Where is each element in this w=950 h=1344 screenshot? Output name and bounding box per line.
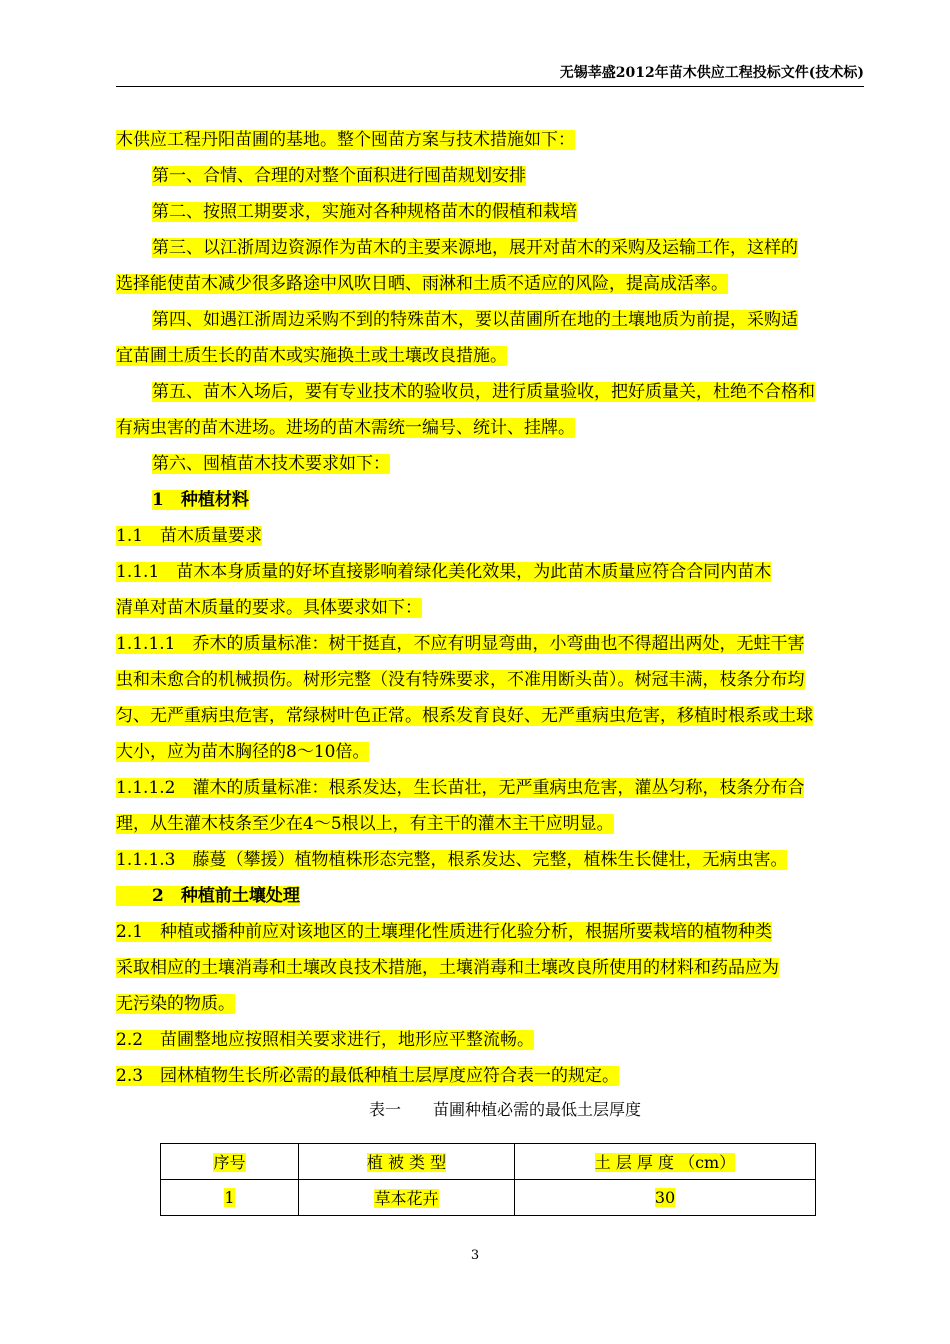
table-header-row — [161, 1144, 816, 1180]
paragraph-line: 第六、囤植苗木技术要求如下： — [152, 454, 390, 474]
paragraph-line: 1.1.1 苗木本身质量的好坏直接影响着绿化美化效果，为此苗木质量应符合合同内苗木 — [116, 562, 772, 582]
paragraph-line: 木供应工程丹阳苗圃的基地。整个囤苗方案与技术措施如下： — [116, 130, 575, 150]
paragraph-line: 1.1.1.3 藤蔓（攀援）植物植株形态完整，根系发达、完整，植株生长健壮，无病虫害。 — [116, 850, 788, 870]
section-heading: 2 种植前土壤处理 — [116, 878, 864, 914]
header-title: 无锡莘盛2012年苗木供应工程投标文件(技术标) — [559, 65, 864, 81]
paragraph-line: 1.1.1.1 乔木的质量标准：树干挺直，不应有明显弯曲，小弯曲也不得超出两处，无蛀干害 — [116, 634, 805, 654]
paragraph-line: 2.2 苗圃整地应按照相关要求进行，地形应平整流畅。 — [116, 1030, 535, 1050]
table-cell: 草本花卉 — [299, 1180, 515, 1216]
table-cell: 1 — [161, 1180, 299, 1216]
paragraph-line: 第三、以江浙周边资源作为苗木的主要来源地，展开对苗木的采购及运输工作，这样的 — [152, 238, 798, 258]
paragraph-line: 理，从生灌木枝条至少在4～5根以上，有主干的灌木主干应明显。 — [116, 814, 614, 834]
paragraph-line: 1.1.1.2 灌木的质量标准：根系发达，生长苗壮，无严重病虫危害，灌丛匀称，枝条分布合 — [116, 778, 805, 798]
table-header-cell: 植 被 类 型 — [299, 1144, 515, 1180]
paragraph-line: 大小，应为苗木胸径的8～10倍。 — [116, 742, 370, 762]
paragraph-line: 无污染的物质。 — [116, 994, 235, 1014]
paragraph-line: 匀、无严重病虫危害，常绿树叶色正常。根系发育良好、无严重病虫危害，移植时根系或土球 — [116, 706, 813, 726]
paragraph-line: 2.3 园林植物生长所必需的最低种植土层厚度应符合表一的规定。 — [116, 1066, 620, 1086]
page-number: 3 — [470, 1248, 480, 1263]
table-row — [161, 1180, 816, 1216]
paragraph-line: 采取相应的土壤消毒和土壤改良技术措施，土壤消毒和土壤改良所使用的材料和药品应为 — [116, 958, 779, 978]
table-header-cell: 序号 — [161, 1144, 299, 1180]
document-header — [116, 64, 864, 87]
page-content — [116, 122, 864, 1126]
paragraph-line: 选择能使苗木减少很多路途中风吹日晒、雨淋和土质不适应的风险，提高成活率。 — [116, 274, 728, 294]
paragraph-line: 虫和未愈合的机械损伤。树形完整（没有特殊要求，不准用断头苗）。树冠丰满，枝条分布均 — [116, 670, 805, 690]
subsection-heading: 1.1 苗木质量要求 — [116, 526, 263, 546]
paragraph-line: 第四、如遇江浙周边采购不到的特殊苗木，要以苗圃所在地的土壤地质为前提，采购适 — [152, 310, 798, 330]
section-heading: 1 种植材料 — [152, 490, 249, 510]
table-cell: 30 — [515, 1180, 816, 1216]
paragraph-line: 第一、合情、合理的对整个面积进行囤苗规划安排 — [152, 166, 526, 186]
paragraph-line: 清单对苗木质量的要求。具体要求如下： — [116, 598, 422, 618]
paragraph-line: 第五、苗木入场后，要有专业技术的验收员，进行质量验收，把好质量关，杜绝不合格和 — [152, 382, 815, 402]
paragraph-line: 2.1 种植或播种前应对该地区的土壤理化性质进行化验分析，根据所要栽培的植物种类 — [116, 922, 773, 942]
paragraph-line: 第二、按照工期要求，实施对各种规格苗木的假植和栽培 — [152, 202, 577, 222]
table-caption: 表一 苗圃种植必需的最低土层厚度 — [368, 1100, 641, 1119]
table-header-cell: 土 层 厚 度 （cm） — [515, 1144, 816, 1180]
paragraph-line: 宜苗圃土质生长的苗木或实施换土或土壤改良措施。 — [116, 346, 507, 366]
soil-depth-table — [160, 1143, 816, 1216]
paragraph-line: 有病虫害的苗木进场。进场的苗木需统一编号、统计、挂牌。 — [116, 418, 575, 438]
